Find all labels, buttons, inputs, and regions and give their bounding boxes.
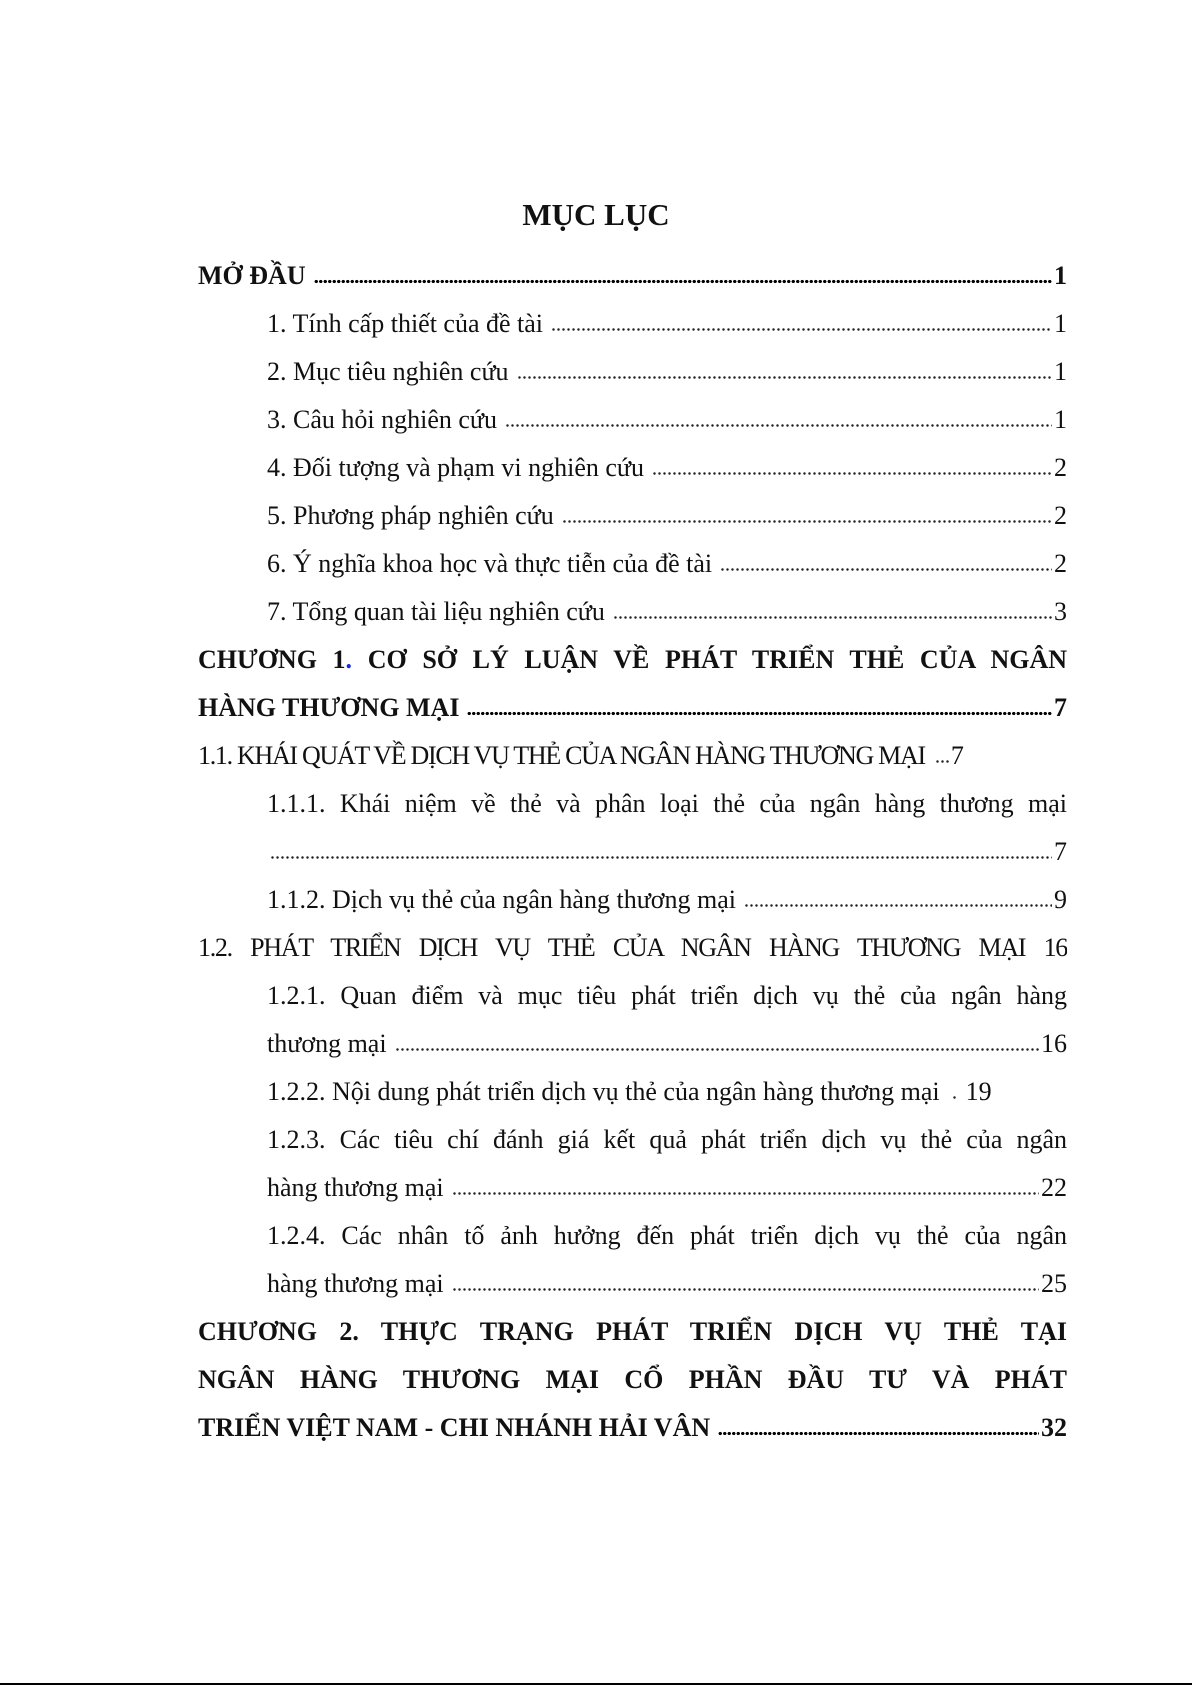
entry-title-cont: hàng thương mại xyxy=(267,1269,444,1298)
entry-title: 7. Tổng quan tài liệu nghiên cứu xyxy=(267,597,605,626)
dot-leader xyxy=(652,470,1052,476)
entry-title: 1.2.2. Nội dung phát triển dịch vụ thẻ của ngân hàng thương mại xyxy=(267,1077,940,1106)
entry-title: 1.1.1. Khái niệm về thẻ và phân loại thẻ của ngân hàng thương mại xyxy=(267,789,1067,818)
entry-title: 1.1.2. Dịch vụ thẻ của ngân hàng thương mại xyxy=(267,885,737,914)
page-number: 1 xyxy=(1054,309,1067,338)
toc-entry[interactable] xyxy=(198,588,1067,636)
entry-title: 4. Đối tượng và phạm vi nghiên cứu xyxy=(267,453,644,482)
toc-entry[interactable] xyxy=(198,396,1067,444)
toc-chapter-2-line-3[interactable] xyxy=(198,1404,1067,1452)
dot-leader xyxy=(952,1094,958,1100)
entry-title: 1. Tính cấp thiết của đề tài xyxy=(267,309,544,338)
chapter-title-line-1: CHƯƠNG 2. THỰC TRẠNG PHÁT TRIỂN DỊCH VỤ THẺ TẠI xyxy=(198,1317,1067,1346)
entry-title: 5. Phương pháp nghiên cứu xyxy=(267,501,554,530)
dot-leader xyxy=(505,422,1052,428)
toc-section-1-2-3-line-1[interactable] xyxy=(198,1116,1067,1164)
dot-leader xyxy=(935,758,949,764)
entry-title: 1.2.1. Quan điểm và mục tiêu phát triển dịch vụ thẻ của ngân hàng xyxy=(267,981,1067,1010)
dot-leader xyxy=(314,278,1052,284)
toc-section-1-1-1-line-1[interactable] xyxy=(198,780,1067,828)
dot-leader xyxy=(562,518,1052,524)
toc-chapter-1-line-1[interactable] xyxy=(198,636,1067,684)
toc-entry[interactable] xyxy=(198,492,1067,540)
table-of-contents xyxy=(198,252,1067,1452)
page-number: 2 xyxy=(1054,453,1067,482)
page-number: 16 xyxy=(1041,1029,1067,1058)
dot-leader xyxy=(270,854,1052,860)
toc-entry[interactable] xyxy=(198,540,1067,588)
entry-title: 1.2.4. Các nhân tố ảnh hưởng đến phát triển dịch vụ thẻ của ngân xyxy=(267,1221,1067,1250)
page-number: 7 xyxy=(1054,693,1067,722)
toc-section-1-2-2[interactable] xyxy=(198,1068,1067,1116)
dot-leader xyxy=(452,1190,1039,1196)
dot-leader xyxy=(744,902,1052,908)
entry-title: 6. Ý nghĩa khoa học và thực tiễn của đề tài xyxy=(267,549,713,578)
toc-entry[interactable] xyxy=(198,444,1067,492)
dot-leader xyxy=(467,710,1052,716)
toc-section-1-2-1-line-2[interactable] xyxy=(198,1020,1067,1068)
page-number: 32 xyxy=(1041,1413,1067,1442)
chapter-title-line-2: NGÂN HÀNG THƯƠNG MẠI CỔ PHẦN ĐẦU TƯ VÀ PHÁT xyxy=(198,1365,1067,1394)
toc-section-1-2-1-line-1[interactable] xyxy=(198,972,1067,1020)
toc-section-1-1[interactable] xyxy=(198,732,1067,780)
page-number: 7 xyxy=(1054,837,1067,866)
chapter-label: CHƯƠNG 1 xyxy=(198,645,346,674)
toc-section-1-1-1-line-2[interactable] xyxy=(198,828,1067,876)
entry-title: 3. Câu hỏi nghiên cứu xyxy=(267,405,498,434)
page-number: 1 xyxy=(1054,357,1067,386)
entry-title: 1.1. KHÁI QUÁT VỀ DỊCH VỤ THẺ CỦA NGÂN HÀNG THƯƠNG MẠI xyxy=(198,741,925,770)
toc-entry-mo-dau[interactable] xyxy=(198,252,1067,300)
page-number: 2 xyxy=(1054,549,1067,578)
dot-leader xyxy=(452,1286,1039,1292)
page-number: 22 xyxy=(1041,1173,1067,1202)
dot-leader xyxy=(718,1430,1039,1436)
toc-section-1-2-3-line-2[interactable] xyxy=(198,1164,1067,1212)
chapter-title-line-3: TRIỂN VIỆT NAM - CHI NHÁNH HẢI VÂN xyxy=(198,1413,711,1442)
dot-leader xyxy=(720,566,1052,572)
page-number: 16 xyxy=(1043,933,1067,962)
toc-entry[interactable] xyxy=(198,348,1067,396)
toc-section-1-2[interactable] xyxy=(198,924,1067,972)
entry-title: 2. Mục tiêu nghiên cứu xyxy=(267,357,509,386)
page-number: 19 xyxy=(965,1077,992,1106)
entry-title: 1.2.3. Các tiêu chí đánh giá kết quả phát triển dịch vụ thẻ của ngân xyxy=(267,1125,1067,1154)
dot-leader xyxy=(517,374,1052,380)
toc-section-1-1-2[interactable] xyxy=(198,876,1067,924)
entry-title-cont: thương mại xyxy=(267,1029,387,1058)
chapter-title-line-2: HÀNG THƯƠNG MẠI xyxy=(198,693,460,722)
toc-section-1-2-4-line-1[interactable] xyxy=(198,1212,1067,1260)
page-number: 9 xyxy=(1054,885,1067,914)
toc-section-1-2-4-line-2[interactable] xyxy=(198,1260,1067,1308)
chapter-separator: . xyxy=(345,645,353,674)
chapter-title-line-1: CƠ SỞ LÝ LUẬN VỀ PHÁT TRIỂN THẺ CỦA NGÂN xyxy=(367,645,1067,674)
page-number: 7 xyxy=(950,741,963,770)
page-title: MỤC LỤC xyxy=(522,197,670,232)
page-number: 1 xyxy=(1054,261,1067,290)
entry-title: MỞ ĐẦU xyxy=(198,261,306,290)
toc-chapter-2-line-2[interactable] xyxy=(198,1356,1067,1404)
page-number: 2 xyxy=(1054,501,1067,530)
page-number: 1 xyxy=(1054,405,1067,434)
dot-leader xyxy=(551,326,1052,332)
dot-leader xyxy=(613,614,1052,620)
toc-chapter-1-line-2[interactable] xyxy=(198,684,1067,732)
page-number: 25 xyxy=(1041,1269,1067,1298)
dot-leader xyxy=(395,1046,1039,1052)
page-number: 3 xyxy=(1054,597,1067,626)
toc-entry[interactable] xyxy=(198,300,1067,348)
entry-title-cont: hàng thương mại xyxy=(267,1173,444,1202)
entry-title: 1.2. PHÁT TRIỂN DỊCH VỤ THẺ CỦA NGÂN HÀNG THƯƠNG MẠI xyxy=(198,933,1026,962)
toc-chapter-2-line-1[interactable] xyxy=(198,1308,1067,1356)
